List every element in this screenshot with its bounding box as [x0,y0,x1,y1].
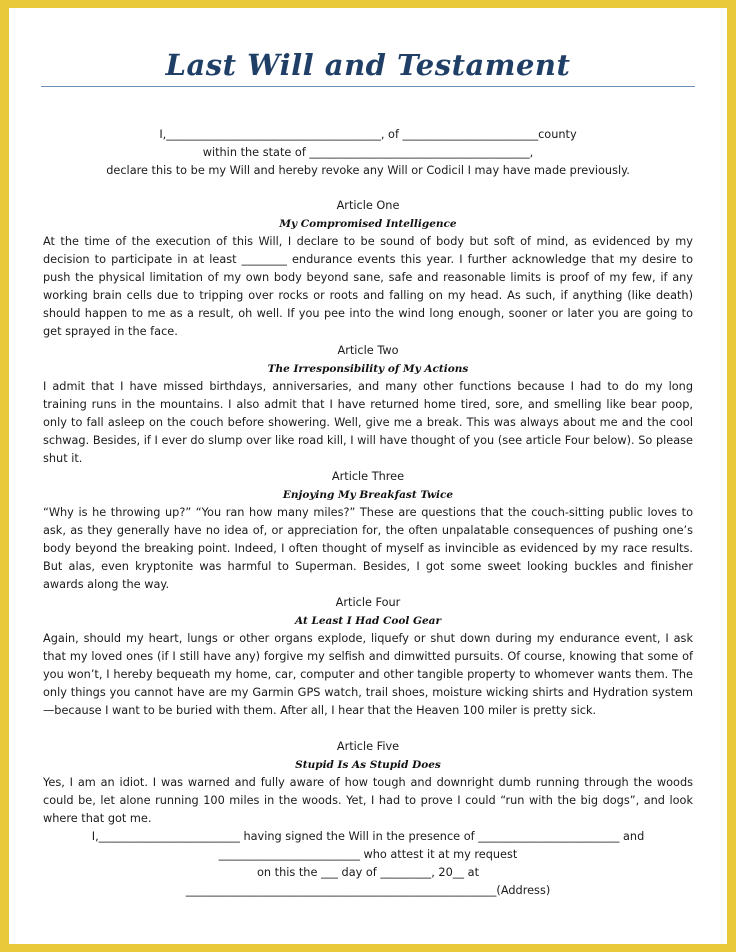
article-body: “Why is he throwing up?” “You ran how many miles?” These are questions that the couch-sitting public loves to ask, as they generally have no idea of, or appreciation for, the often unpalatable consequences of pushing one’s body beyond the breaking point. Indeed, I often thought of myself as invincible as evidenced by my race results. But alas, even kryptonite was harmful to Superman. Besides, I got some sweet looking buckles and finisher awards along the way. [43,506,693,591]
signature-line-1: I,_________________________ having signed the Will in the presence of _________________________ and [91,830,645,843]
article-heading: My Compromised Intelligence [279,218,457,230]
article-body: Again, should my heart, lungs or other organs explode, liquefy or shut down during my endurance event, I ask that my loved ones (if I still have any) forgive my selfish and dimwitted pursuits. Of course, knowing that some of you won’t, I hereby bequeath my home, car, computer and other tangible property to whomever wants them. The only things you cannot have are my Garmin GPS watch, trail shoes, moisture wicking shirts and Hydration system—because I want to be buried with them. After all, I hear that the Heaven 100 miler is pretty sick. [43,632,693,717]
signature-line-3: on this the ___ day of _________, 20__ at [256,866,480,879]
intro-line-3: declare this to be my Will and hereby revoke any Will or Codicil I may have made previously. [106,164,630,177]
article-number: Article One [336,199,400,212]
article-heading: Stupid Is As Stupid Does [295,759,441,771]
signature-line-4: _______________________________________________________(Address) [185,884,551,897]
document-page [9,8,727,944]
signature-line-2: _________________________ who attest it at my request [218,848,518,861]
article-number: Article Three [331,470,405,483]
article-body: I admit that I have missed birthdays, anniversaries, and many other functions because I had to do my long training runs in the mountains. I also admit that I have returned home tired, sore, and smelling like bear poop, only to fall asleep on the couch before showering. Well, give me a break. This was always about me and the cool schwag. Besides, if I ever do slump over like road kill, I will have thought of you (see article Four below). So please shut it. [43,380,693,465]
article-number: Article Two [337,344,399,357]
intro-line-2: within the state of _______________________________________, [202,146,534,159]
article-number: Article Four [335,596,401,609]
intro-line-1: I,______________________________________, of ________________________county [159,128,577,141]
document-title: Last Will and Testament [165,48,571,82]
title-divider [41,86,695,87]
article-body: At the time of the execution of this Will, I declare to be sound of body but soft of mind, as evidenced by my decision to participate in at least ________ endurance events this year. I further acknowledge that my desire to push the physical limitation of my own body beyond sane, safe and reasonable limits is proof of my few, if any working brain cells due to tripping over rocks or roots and falling on my head. As such, if anything (like death) should happen to me as a result, oh well. If you pee into the wind long enough, sooner or later you are going to get sprayed in the face. [43,235,693,338]
article-heading: Enjoying My Breakfast Twice [282,489,454,501]
article-number: Article Five [336,740,400,753]
article-heading: The Irresponsibility of My Actions [267,363,469,375]
article-heading: At Least I Had Cool Gear [294,615,442,627]
article-body: Yes, I am an idiot. I was warned and fully aware of how tough and downright dumb running through the woods could be, let alone running 100 miles in the woods. Yet, I had to prove I could “run with the big dogs”, and look where that got me. [43,776,693,825]
